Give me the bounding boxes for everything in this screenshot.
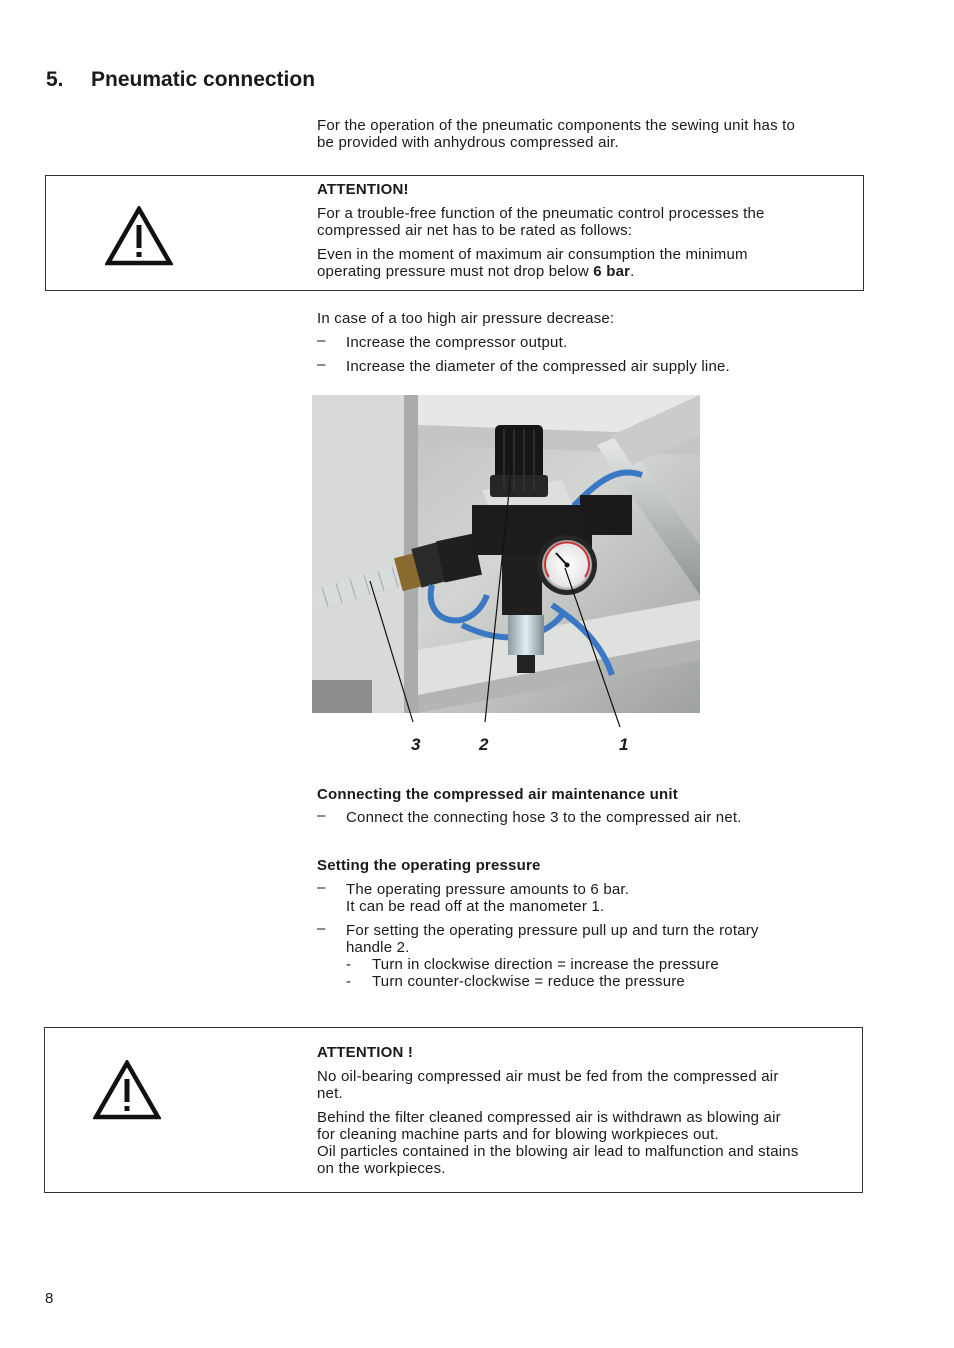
- section-number: 5.: [46, 68, 64, 91]
- sub-bullet: -: [346, 973, 352, 990]
- warning-triangle-icon: [105, 206, 173, 266]
- dash-bullet: –: [317, 879, 326, 896]
- list-line: handle 2.: [346, 939, 410, 956]
- list-item-text: Increase the compressor output.: [346, 334, 568, 351]
- list-line: The operating pressure amounts to 6 bar.: [346, 881, 630, 898]
- list-item: [317, 809, 857, 826]
- setting-heading: Setting the operating pressure: [317, 857, 541, 874]
- dash-bullet: –: [317, 807, 326, 824]
- attention-line: net.: [317, 1085, 343, 1102]
- pressure-decrease-intro: In case of a too high air pressure decrease:: [317, 310, 615, 327]
- leader-line-2: [485, 463, 512, 722]
- section-heading: [46, 68, 315, 92]
- list-line: For setting the operating pressure pull up and turn the rotary: [346, 922, 759, 939]
- list-line: It can be read off at the manometer 1.: [346, 898, 605, 915]
- sub-item: [346, 973, 857, 990]
- attention-line: Behind the filter cleaned compressed air is withdrawn as blowing air: [317, 1109, 781, 1126]
- dash-bullet: –: [317, 332, 326, 349]
- list-item: [317, 881, 857, 915]
- attention-2-paragraph-2: [317, 1109, 862, 1177]
- list-item: [317, 358, 857, 375]
- sub-bullet: -: [346, 956, 352, 973]
- callout-1: 1: [619, 735, 629, 754]
- intro-line: For the operation of the pneumatic components the sewing unit has to: [317, 117, 796, 134]
- dash-bullet: –: [317, 356, 326, 373]
- list-item-text: Increase the diameter of the compressed air supply line.: [346, 358, 730, 375]
- attention-1-paragraph-2: [317, 246, 857, 280]
- attention-line: For a trouble-free function of the pneumatic control processes the: [317, 205, 765, 222]
- sub-item-text: Turn in clockwise direction = increase the pressure: [372, 956, 719, 973]
- section-title: Pneumatic connection: [91, 68, 316, 91]
- connecting-heading: Connecting the compressed air maintenance unit: [317, 786, 678, 803]
- dash-bullet: –: [317, 920, 326, 937]
- callout-3: 3: [411, 735, 421, 754]
- sub-item-text: Turn counter-clockwise = reduce the pressure: [372, 973, 685, 990]
- attention-line: [317, 263, 857, 280]
- leader-line-3: [370, 581, 413, 722]
- attention-line: Even in the moment of maximum air consumption the minimum: [317, 246, 748, 263]
- intro-line: be provided with anhydrous compressed air.: [317, 134, 619, 151]
- attention-line: Oil particles contained in the blowing air lead to malfunction and stains: [317, 1143, 799, 1160]
- list-item-text: [346, 922, 857, 990]
- warning-triangle-icon: [93, 1060, 161, 1120]
- intro-paragraph: [317, 117, 877, 151]
- leader-line-1: [565, 568, 620, 727]
- callout-leader-lines: [312, 395, 700, 735]
- attention-line: for cleaning machine parts and for blowing workpieces out.: [317, 1126, 719, 1143]
- page-number: 8: [45, 1290, 54, 1307]
- list-item-text: Connect the connecting hose 3 to the compressed air net.: [346, 809, 742, 826]
- list-item: [317, 922, 857, 990]
- min-pressure-value: 6 bar: [593, 263, 631, 280]
- list-item: [317, 334, 857, 351]
- attention-text: operating pressure must not drop below: [317, 263, 594, 280]
- attention-text: .: [630, 263, 635, 280]
- attention-line: compressed air net has to be rated as follows:: [317, 222, 633, 239]
- attention-2-paragraph-1: [317, 1068, 862, 1102]
- attention-label-2: ATTENTION !: [317, 1044, 414, 1061]
- list-item-text: [346, 881, 857, 915]
- attention-label-1: ATTENTION!: [317, 181, 409, 198]
- attention-line: No oil-bearing compressed air must be fed from the compressed air: [317, 1068, 779, 1085]
- attention-1-paragraph-1: [317, 205, 857, 239]
- callout-2: 2: [479, 735, 489, 754]
- sub-item: [346, 956, 857, 973]
- attention-line: on the workpieces.: [317, 1160, 446, 1177]
